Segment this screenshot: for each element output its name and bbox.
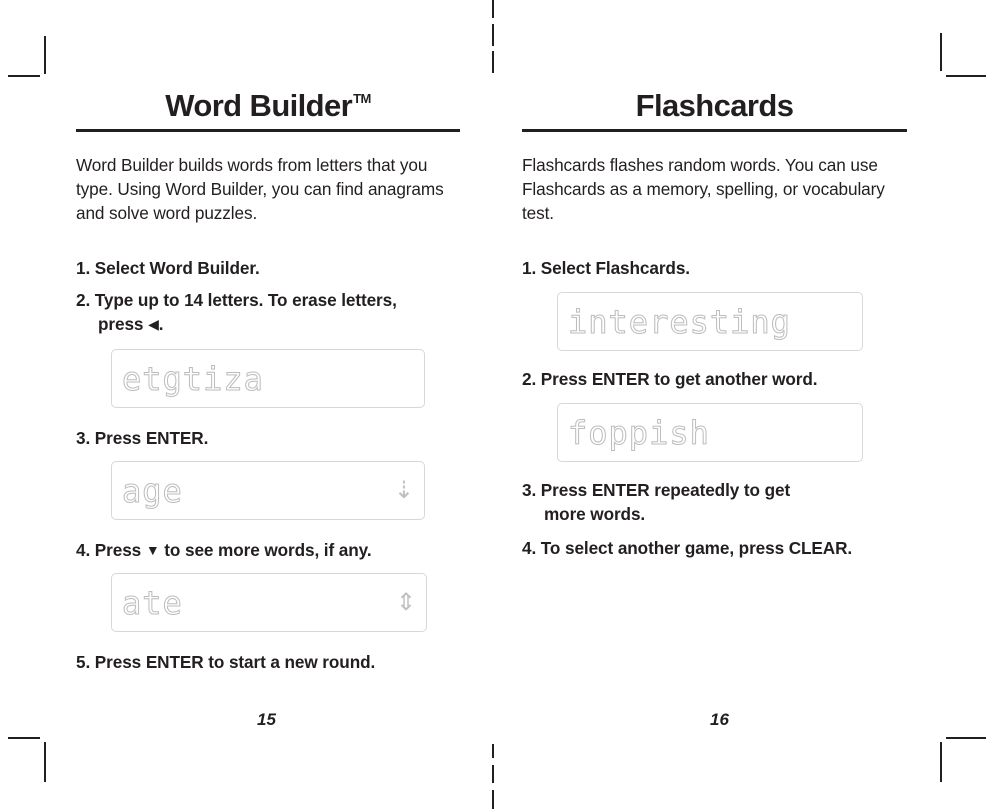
crop-mark [492, 744, 494, 758]
step-1: 1. Select Word Builder. [76, 258, 260, 278]
step-3-line2: more words. [544, 504, 646, 524]
step-4 [76, 538, 372, 563]
down-arrow-icon: ⇣ [393, 476, 414, 504]
crop-mark [492, 0, 494, 18]
crop-mark [946, 75, 986, 77]
step-4-suffix: to see more words, if any. [164, 540, 372, 560]
lcd-text: ate [122, 584, 183, 622]
page-title: Flashcards [635, 88, 794, 123]
crop-mark [44, 36, 46, 74]
step-2: 2. Press ENTER to get another word. [522, 369, 818, 389]
crop-mark [492, 790, 494, 809]
step-2-press-text: press [98, 314, 144, 334]
lcd-screen [111, 349, 425, 408]
step-2 [76, 288, 397, 337]
lcd-text: interesting [568, 303, 791, 341]
crop-mark [44, 742, 46, 782]
page-number: 16 [710, 710, 729, 729]
intro-paragraph: Word Builder builds words from letters that you type. Using Word Builder, you can find anagrams and solve word puzzles. [76, 155, 444, 223]
lcd-screen [111, 573, 427, 632]
step-4: 4. To select another game, press CLEAR. [522, 538, 853, 558]
lcd-text: etgtiza [122, 360, 264, 398]
crop-mark [946, 737, 986, 739]
crop-mark [8, 737, 40, 739]
step-2-period: . [158, 314, 164, 334]
crop-mark [940, 742, 942, 782]
step-2-line2 [76, 312, 163, 337]
page-title [76, 86, 460, 132]
step-4-prefix: 4. Press [76, 540, 142, 560]
trademark-symbol: TM [353, 91, 371, 106]
step-1: 1. Select Flashcards. [522, 258, 690, 278]
crop-mark [8, 75, 40, 77]
left-arrow-icon: ◀ [148, 316, 159, 332]
down-triangle-icon: ▼ [145, 542, 160, 558]
step-2-line1: 2. Type up to 14 letters. To erase letters, [76, 290, 397, 310]
page-number: 15 [257, 710, 276, 729]
crop-mark [492, 51, 494, 73]
lcd-text: age [122, 472, 183, 510]
lcd-screen [557, 403, 863, 462]
up-down-arrow-icon: ⇕ [395, 588, 416, 616]
step-3-line1: 3. Press ENTER repeatedly to get [522, 480, 791, 500]
step-3 [522, 478, 790, 526]
crop-mark [492, 765, 494, 783]
title-text: Word Builder [165, 88, 353, 123]
lcd-screen [557, 292, 863, 351]
title-rule [522, 129, 907, 132]
lcd-text: foppish [568, 414, 710, 452]
crop-mark [492, 24, 494, 46]
intro-paragraph: Flashcards flashes random words. You can use Flashcards as a memory, spelling, or vocabulary test. [522, 155, 885, 223]
step-5: 5. Press ENTER to start a new round. [76, 652, 376, 672]
lcd-screen [111, 461, 425, 520]
crop-mark [940, 33, 942, 71]
step-3: 3. Press ENTER. [76, 428, 209, 448]
title-rule [76, 129, 460, 132]
